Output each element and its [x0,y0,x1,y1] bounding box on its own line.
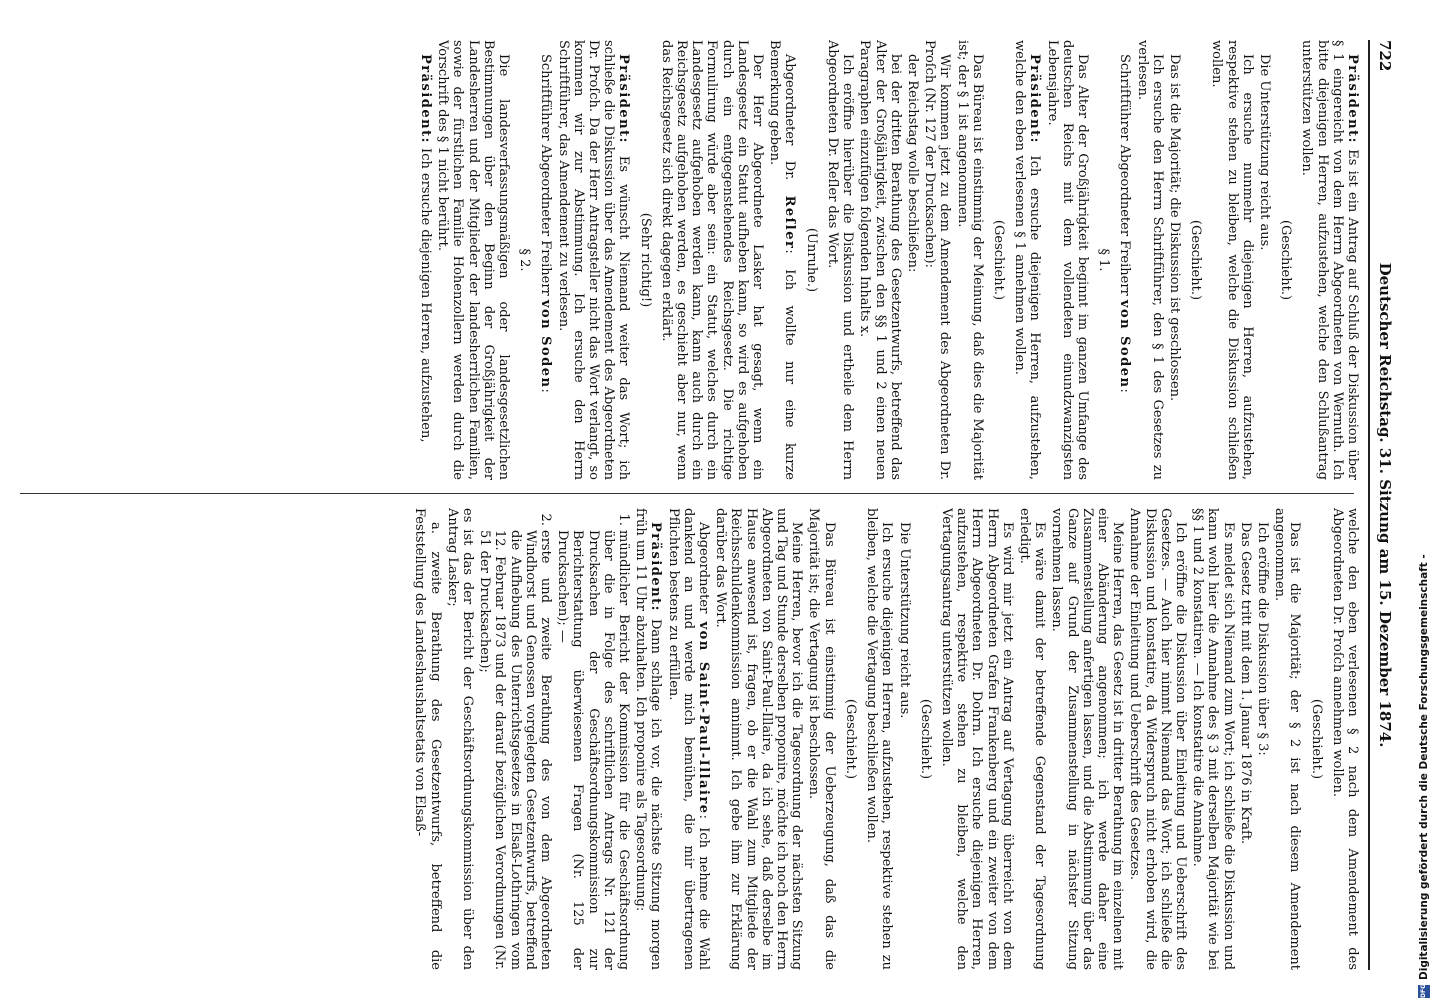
paragraph: Die Unterstützung reicht aus. [1256,54,1272,251]
paragraph: Meine Herren, bevor ich die Tagesordnung der nächsten Sitzung und Tag und Stunde derselben proponire, möchte ich noch den Herrn Abgeordneten von Saint-Paul-Illaire, da ich sehe, daß derselbe im Hause anwesend ist, fragen, ob er die Wahl zum Mitgliede der Reichsschuldenkommission annimmt. Ich gebe ihm zur Erklärung darüber das Wort. [713,508,805,970]
stage-direction: (Geschieht.) [842,698,858,780]
stage-direction: (Geschieht.) [1308,698,1324,780]
speaker-name: Reſler [782,195,798,250]
stage-direction: (Unruhe.) [803,227,819,293]
speaker-name: von Soden [538,299,554,389]
left-column [10,40,1360,480]
paragraph: Schriftführer Abgeordneter Freiherr von Soden: [1117,54,1133,393]
paragraph: Schriftführer Abgeordneter Freiherr von Soden: [538,54,554,393]
speaker-name: Präsident: [1027,54,1043,144]
speaker-name: von Soden [1117,299,1133,389]
paragraph: Das ist die Majorität; die Diskussion ist geschlossen. [1166,54,1182,402]
stage-direction: (Sehr richtig!) [637,212,653,308]
column-divider [20,493,1354,494]
stage-direction: § 1. [1096,248,1112,272]
paragraph: Präsident: Es wünscht Niemand weiter das Wort; ich schließe die Diskussion über das Amendement des Abgeordneten Dr. Proſch. Da der Herr Antragsteller nicht das Wort verlangt, so kommen wir zur Abstimmung. Ich ersuche den Herrn Schriftführer, das Amendement zu verlesen. [555,40,632,480]
paragraph: welche den eben verlesenen § 2 nach dem Amendement des Abgeordneten Dr. Proſch annehmen wollen. [1329,508,1360,970]
speaker-name: Präsident: [1345,54,1360,144]
page-title: Deutscher Reichstag. 31. Sitzung am 15. Dezember 1874. [1376,262,1394,748]
paragraph: Das Büreau ist einstimmig der Meinung, daß dies die Majorität ist; der § 1 ist angenommen. [954,40,985,480]
paragraph: Es meldet sich Niemand zum Wort; ich schließe die Diskussion und kann wohl hier die Annahme des § 3 mit derselben Majorität wie bei §§ 1 und 2 konstatiren. — Ich konstatire die Annahme. [1190,508,1236,970]
speaker-name: Präsident: [648,522,664,612]
paragraph: Es wäre damit der betreffende Gegenstand der Tagesordnung erledigt. [1016,508,1048,970]
paragraph: Abgeordneter Dr. Reſler: Ich wollte nur eine kurze Bemerkung geben. [767,40,798,480]
speaker-name: Präsident: [418,54,434,144]
list-item: 1. mündlicher Bericht der Kommission für die Geschäftsordnung über die in Folge des schriftlichen Antrags Nr. 121 der Drucksachen der Geschäftsordnungskommission zur Berichterstattung überwiesenen Fragen (Nr. 125 der Drucksachen); — [555,530,631,970]
stage-direction: (Geschieht.) [1188,219,1204,301]
dfg-logo-icon: DFG [1418,985,1430,998]
paragraph: Die Unterstützung reicht aus. [896,522,912,719]
stage-direction: (Geschieht.) [1278,219,1294,301]
speaker-name: Präsident: [616,54,632,144]
stage-direction: (Geschieht.) [990,219,1006,301]
paragraph: Ich ersuche diejenigen Herren, aufzustehen, respektive stehen zu bleiben, welche die Vertagung beschließen wollen. [864,508,895,970]
paragraph: Präsident: Dann schlage ich vor, die nächste Sitzung morgen früh um 11 Uhr abzuhalten. Ich proponire als Tagesordnung: [633,508,664,970]
speaker-name: von Saint-Paul-Illaire [696,621,712,815]
footer-credit-text: Digitalisierung gefördert durch die Deutsche Forschungsgemeinschaft - [1418,554,1430,980]
paragraph: Präsident: Ich ersuche diejenigen Herren, aufzustehen, [418,54,434,443]
paragraph: Das Alter der Großjährigkeit beginnt im ganzen Umfange des deutschen Reichs mit dem vollendeten einundzwanzigsten Lebensjahre. [1044,40,1090,480]
footer-credit [1416,0,1432,1000]
right-column [10,508,1360,970]
paragraph: Das Gesetz tritt mit dem 1. Januar 1876 in Kraft. [1237,522,1253,845]
page-header [1368,40,1396,970]
stage-direction: § 2. [517,248,533,272]
paragraph: Die landesverfassungsmäßigen oder landesgesetzlichen Bestimmungen über den Beginn der Großjährigkeit der Landesherren und der Mitglieder der landesherrlichen Familien, sowie der fürstlichen Familie Hohenzollern werden durch die Vorschrift des § 1 nicht berührt. [435,40,512,480]
paragraph: Präsident: Es ist ein Antrag auf Schluß der Diskussion über § 1 eingereicht von dem Herrn Abgeordneten von Wernuth. Ich bitte diejenigen Herren, aufzustehen, welche den Schlußantrag unterstützen wollen. [1299,40,1360,480]
paragraph: Meine Herren, das Gesetz ist in dritter Berathung im einzelnen mit einer Abänderung angenommen; ich werde daher eine Zusammenstellung anfertigen lassen, und die Abstimmung über das Ganze auf Grund der Zusammenstellung in nächster Sitzung vornehmen lassen. [1049,508,1126,970]
paragraph: es ist das der Bericht der Geschäftsordnungskommission über den Antrag Lasker; [444,508,476,970]
paragraph: Ich eröffne die Diskussion über § 3: [1254,522,1270,756]
paragraph: der Reichstag wolle beschließen: [904,54,920,273]
paragraph: Das ist die Majorität; der § 2 ist nach diesem Amendement angenommen. [1272,508,1303,970]
paragraph: Das Büreau ist einstimmig der Ueberzeugung, daß das die Majorität ist; die Vertagung ist beschlossen. [806,508,837,970]
paragraph: Abgeordneter von Saint-Paul-Illaire: Ich nehme die Wahl dankend an und werde mich bemühen, die mir übertragenen Pflichten bestens zu erfüllen. [665,508,712,970]
paragraph: Ich eröffne die Diskussion über Einleitung und Ueberschrift des Gesetzes. — Auch hier nimmt Niemand das Wort; ich schließe die Diskussion und konstatire, da Widerspruch nicht erhoben wird, die Annahme der Einleitung und Ueberschrift des Gesetzes. [1127,508,1188,970]
paragraph: bei der dritten Berathung des Gesetzentwurfs, betreffend das Alter der Großjährigkeit, zwischen den §§ 1 und 2 einen neuen Paragraphen einzufügen folgenden Inhalts x. [857,40,903,480]
paragraph: Es wird mir jetzt ein Antrag auf Vertagung überreicht von dem Herrn Abgeordneten Grafen Frankenberg und ein zweiter von dem Herrn Abgeordneten Dr. Dohrn. Ich ersuche diejenigen Herren, aufzustehen, respektive stehen zu bleiben, welche den Vertagungsantrag unterstützen wollen. [938,508,1015,970]
list-item: 2. erste und zweite Berathung des von dem Abgeordneten Windhorst und Genossen vorgelegten Gesetzentwurfs, betreffend die Aufhebung des Unterrichtsgesetzes in Elsaß-Lothringen vom 12. Februar 1873 und der darauf bezüglichen Verordnungen (Nr. 51 der Drucksachen); [477,530,553,970]
footer-strip [1416,0,1432,1000]
paragraph: Ich ersuche den Herrn Schriftführer, den § 1 des Gesetzes zu verlesen. [1134,40,1165,480]
paragraph: Präsident: Ich ersuche diejenigen Herren, aufzustehen, welche den eben verlesenen § 1 annehmen wollen. [1012,40,1043,480]
stage-direction: (Geschieht.) [917,698,933,780]
paragraph: Ich eröffne hierüber die Diskussion und ertheile dem Herrn Abgeordneten Dr. Reſler das Wort. [824,40,856,480]
paragraph: Wir kommen jetzt zu dem Amendement des Abgeordneten Dr. Proſch (Nr. 127 der Drucksachen): [922,40,953,480]
paragraph: a. zweite Berathung des Gesetzentwurfs, betreffend die Feststellung des Landeshaushaltsetats von Elsaß- [412,508,443,970]
paragraph: Der Herr Abgeordnete Lasker hat gesagt, wenn ein Landesgesetz ein Statut aufheben kann, so wird es aufgehoben durch ein entgegenstehendes Reichsgesetz. Die richtige Formulirung würde aber sein: ein Statut, welches durch ein Landesgesetz aufgehoben werden kann, kann auch durch ein Reichsgesetz aufgehoben werden, es geschieht aber nur, wenn das Reichsgesetz sich direkt dagegen erklärt. [658,40,766,480]
page-number: 722 [1376,40,1394,72]
paragraph: Ich ersuche nunmehr diejenigen Herren, aufzustehen, respektive stehen zu bleiben, welche die Diskussion schließen wollen. [1209,40,1255,480]
numbered-list [477,508,631,970]
